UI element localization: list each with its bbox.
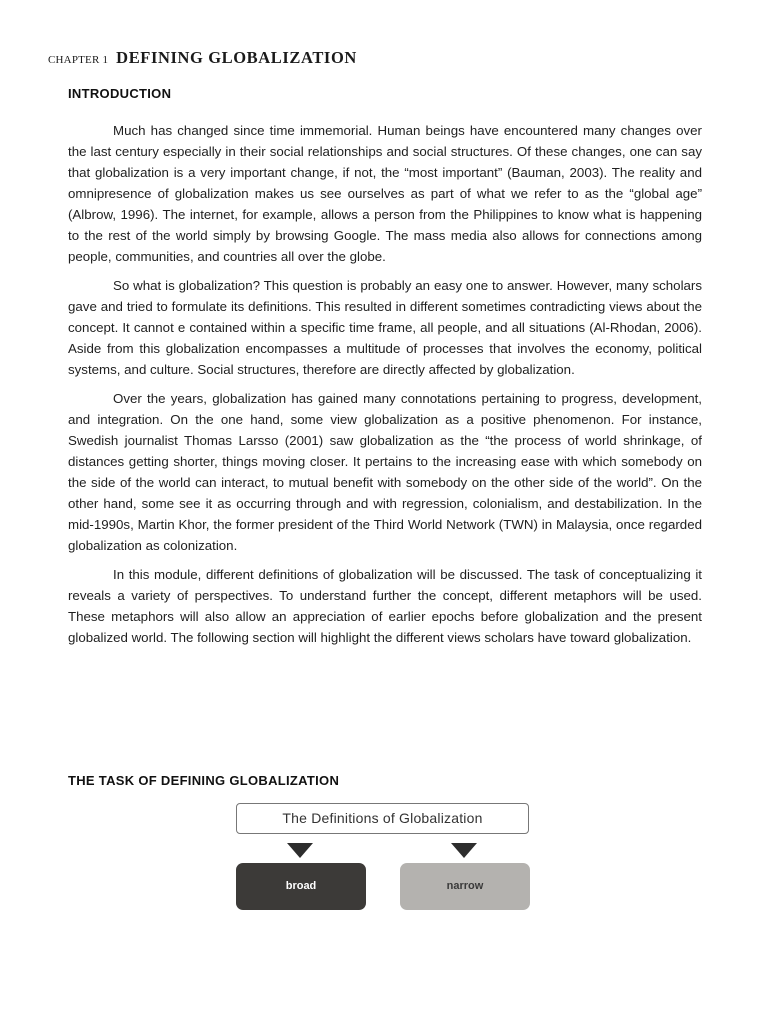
narrow-definition-box: narrow <box>400 863 530 910</box>
chapter-title: DEFINING GLOBALIZATION <box>116 48 357 67</box>
paragraph: So what is globalization? This question is probably an easy one to answer. However, many scholars gave and tried to formulate its definitions. This resulted in different sometimes contradicting views about the concept. It cannot e contained within a specific time frame, all people, and all situations (Al-Rhodan, 2006). Aside from this globalization encompasses a multitude of processes that involves the economy, political systems, and culture. Social structures, therefore are directly affected by globalization. <box>68 278 702 377</box>
down-arrow-icon <box>287 843 313 858</box>
introduction-heading: INTRODUCTION <box>68 86 172 101</box>
paragraph: In this module, different definitions of globalization will be discussed. The task of conceptualizing it reveals a variety of perspectives. To understand further the concept, different metaphors will be used. These metaphors will also allow an appreciation of earlier epochs before globalization and the present globalized world. The following section will highlight the different views scholars have toward globalization. <box>68 567 702 645</box>
chapter-label: CHAPTER 1 <box>48 54 109 66</box>
paragraph: Over the years, globalization has gained many connotations pertaining to progress, development, and integration. On the one hand, some view globalization as a positive phenomenon. For instance, Swedish journalist Thomas Larsso (2001) saw globalization as the “the process of world shrinkage, of distances getting shorter, things moving closer. It pertains to the increasing ease with which somebody on the side of the world can interact, to mutual benefit with somebody on the other side of the world”. On the other hand, some see it as occurring through and with regression, colonialism, and destabilization. In the mid-1990s, Martin Khor, the former president of the Third World Network (TWN) in Malaysia, once regarded globalization as colonization. <box>68 391 702 553</box>
introduction-body <box>68 120 702 656</box>
down-arrow-icon <box>451 843 477 858</box>
broad-definition-box: broad <box>236 863 366 910</box>
paragraph: Much has changed since time immemorial. Human beings have encountered many changes over the last century especially in their social relationships and social structures. Of these changes, one can say that globalization is a very important change, if not, the “most important” (Bauman, 2003). The reality and omnipresence of globalization makes us see ourselves as part of what we refer to as the “global age” (Albrow, 1996). The internet, for example, allows a person from the Philippines to know what is happening to the rest of the world simply by browsing Google. The mass media also allows for connections among people, communities, and countries all over the globe. <box>68 123 702 264</box>
chapter-header <box>48 48 357 68</box>
definitions-diagram <box>236 803 531 913</box>
definitions-title-box: The Definitions of Globalization <box>236 803 529 834</box>
task-section-heading: THE TASK OF DEFINING GLOBALIZATION <box>68 773 340 788</box>
